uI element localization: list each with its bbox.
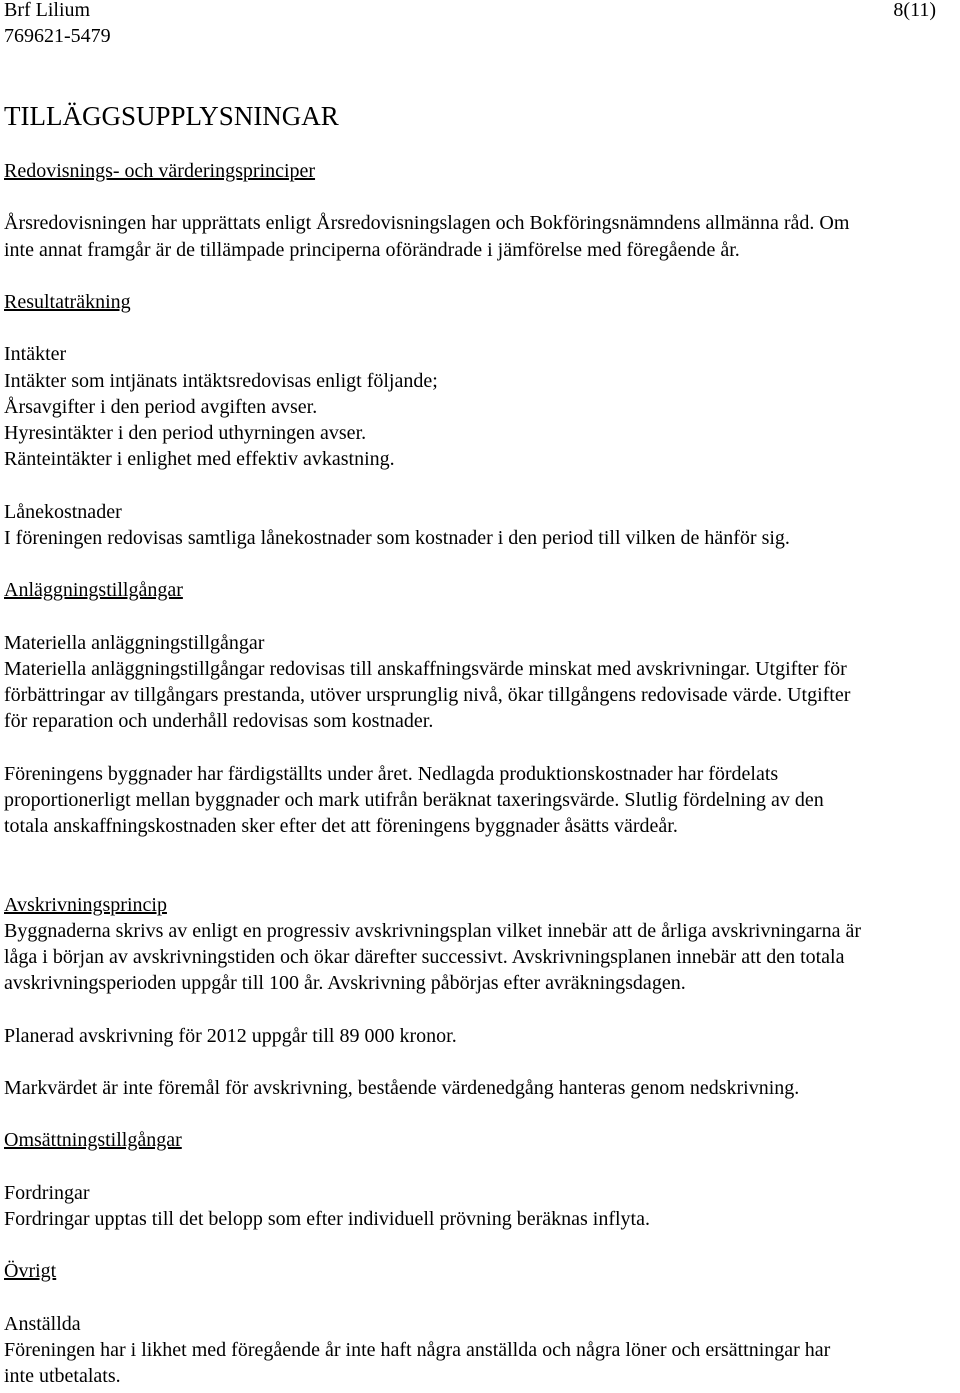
page-number: 8(11) xyxy=(893,0,936,21)
section-heading-income-statement: Resultaträkning xyxy=(4,290,131,313)
revenue-line: Intäkter som intjänats intäktsredovisas enligt följande; xyxy=(4,369,438,392)
land-value-note: Markvärdet är inte föremål för avskrivning, bestående värdenedgång hanteras genom nedskrivning. xyxy=(4,1076,800,1099)
document-page xyxy=(4,0,956,1388)
section-heading-fixed-assets: Anläggningstillgångar xyxy=(4,579,183,602)
section-heading-depreciation: Avskrivningsprincip xyxy=(4,893,167,916)
header-org-block xyxy=(4,0,111,49)
tangible-line: Materiella anläggningstillgångar redovisas till anskaffningsvärde minskat med avskrivningar. Utgifter för xyxy=(4,657,847,680)
document-title: TILLÄGGSUPPLYSNINGAR xyxy=(4,101,339,131)
buildings-line: Föreningens byggnader har färdigställts under året. Nedlagda produktionskostnader har fördelats xyxy=(4,762,779,785)
depreciation-line: låga i början av avskrivningstiden och ökar därefter successivt. Avskrivningsplanen innebär att den totala xyxy=(4,945,845,968)
subheading-tangible-assets: Materiella anläggningstillgångar xyxy=(4,631,265,654)
principles-line-2: inte annat framgår är de tillämpade principerna oförändrade i jämförelse med föregående år. xyxy=(4,238,740,261)
buildings-line: totala anskaffningskostnaden sker efter det att föreningens byggnader åsätts värdeår. xyxy=(4,814,678,837)
subheading-employees: Anställda xyxy=(4,1312,81,1335)
tangible-line: förbättringar av tillgångars prestanda, utöver ursprunglig nivå, ökar tillgångens redovisade värde. Utgifter xyxy=(4,683,851,706)
employees-line: Föreningen har i likhet med föregående år inte haft några anställda och några löner och ersättningar har xyxy=(4,1338,831,1361)
revenue-line: Årsavgifter i den period avgiften avser. xyxy=(4,395,318,418)
document-body xyxy=(4,158,956,1389)
page-header xyxy=(4,0,956,52)
depreciation-line: avskrivningsperioden uppgår till 100 år. Avskrivning påbörjas efter avräkningsdagen. xyxy=(4,972,686,995)
receivables-line: Fordringar upptas till det belopp som efter individuell prövning beräknas inflyta. xyxy=(4,1207,650,1230)
subheading-revenue: Intäkter xyxy=(4,343,67,366)
subheading-receivables: Fordringar xyxy=(4,1181,90,1204)
section-heading-principles: Redovisnings- och värderingsprinciper xyxy=(4,160,316,182)
borrowing-line: I föreningen redovisas samtliga lånekostnader som kostnader i den period till vilken de hänför sig. xyxy=(4,526,790,549)
revenue-line: Hyresintäkter i den period uthyrningen avser. xyxy=(4,421,367,444)
org-name: Brf Lilium xyxy=(4,0,91,21)
org-number: 769621-5479 xyxy=(4,25,111,47)
section-heading-other: Övrigt xyxy=(4,1260,57,1283)
subheading-borrowing-costs: Lånekostnader xyxy=(4,500,122,523)
planned-depreciation: Planerad avskrivning för 2012 uppgår till 89 000 kronor. xyxy=(4,1024,457,1047)
buildings-line: proportionerligt mellan byggnader och mark utifrån beräknat taxeringsvärde. Slutlig fördelning av den xyxy=(4,788,824,811)
tangible-line: för reparation och underhåll redovisas som kostnader. xyxy=(4,710,434,733)
employees-line: inte utbetalats. xyxy=(4,1365,121,1388)
depreciation-line: Byggnaderna skrivs av enligt en progressiv avskrivningsplan vilket innebär att de årliga avskrivningarna är xyxy=(4,919,861,942)
principles-line-1: Årsredovisningen har upprättats enligt Årsredovisningslagen och Bokföringsnämndens allmänna råd. Om xyxy=(4,212,850,235)
revenue-line: Ränteintäkter i enlighet med effektiv avkastning. xyxy=(4,448,395,471)
section-heading-current-assets: Omsättningstillgångar xyxy=(4,1129,182,1152)
